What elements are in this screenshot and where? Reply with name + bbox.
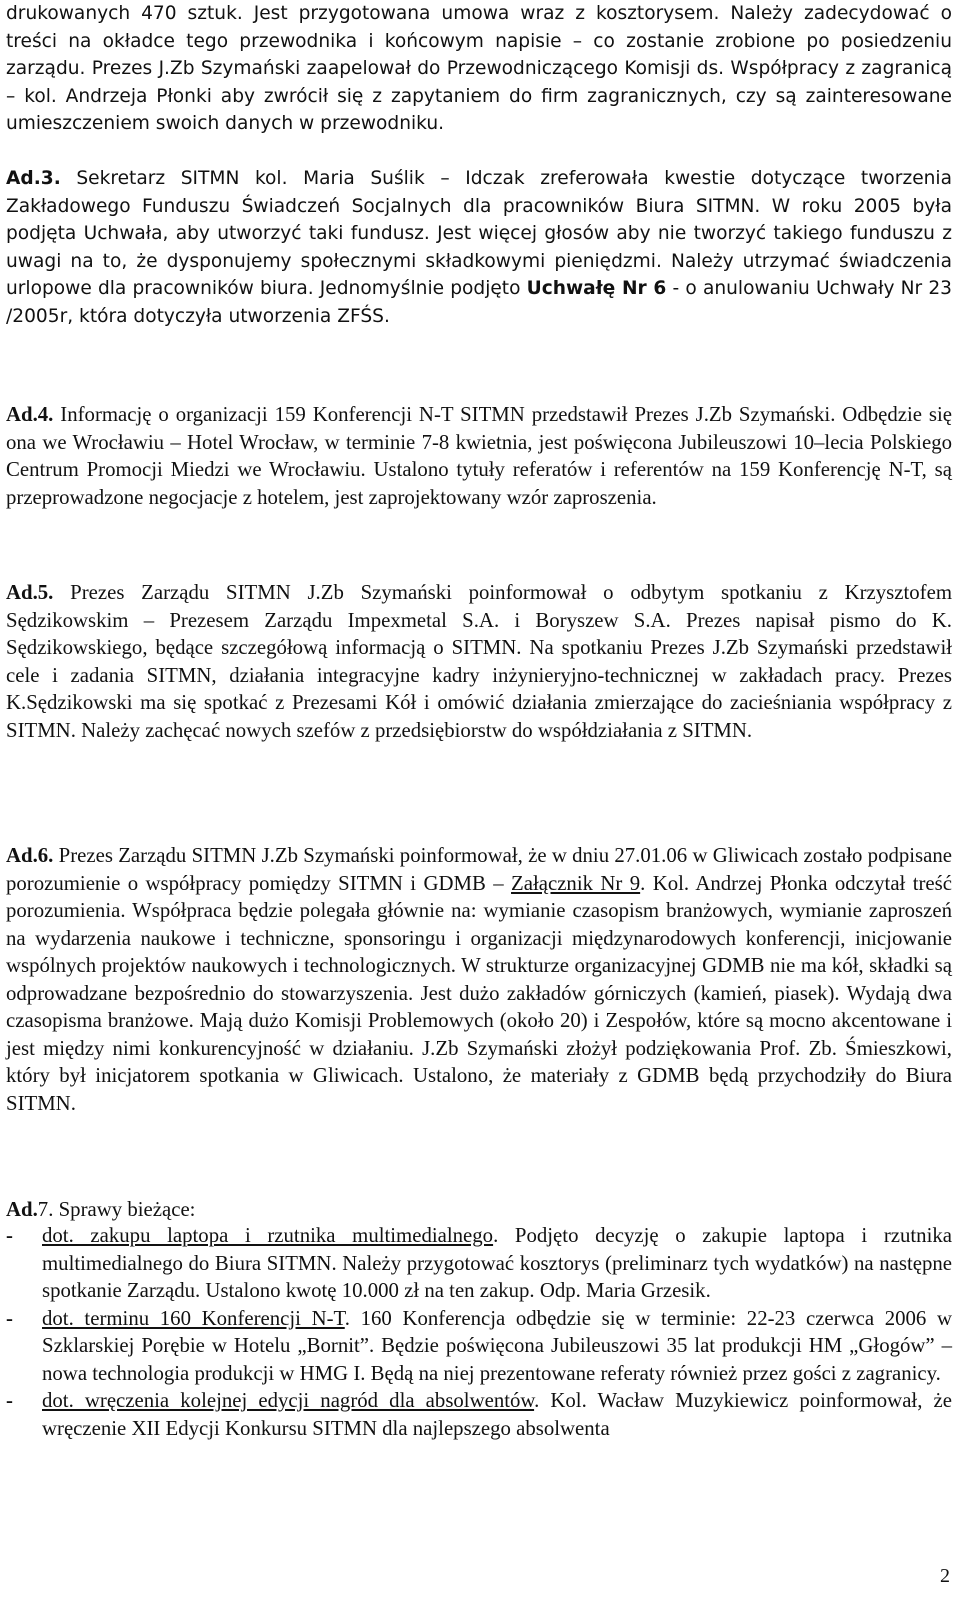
- list-item-text: . 160 Konferencja odbędzie się w terminie: 22-23 czerwca 2006 w Szklarskiej Porębie w Hotelu „Bornit”. Będzie poświęcona Jubileuszowi 35 lat produkcji HM „Głogów” – nowa technologia produkcji w HMG I. Będą na niej prezentowane referaty również przez gości z zagranicy.: [42, 1306, 953, 1385]
- list-item-text: . Kol. Wacław Muzykiewicz poinformował, że wręczenie XII Edycji Konkursu SITMN dla najlepszego absolwenta: [42, 1389, 952, 1440]
- ad3-resolution: Uchwałę Nr 6: [526, 278, 667, 299]
- ad7-title: . Sprawy bieżące:: [48, 1198, 196, 1221]
- list-item-topic: dot. zakupu laptopa i rzutnika multimedialnego: [42, 1224, 494, 1247]
- list-dash: -: [6, 1306, 13, 1330]
- ad6-text-1: Prezes Zarządu SITMN J.Zb Szymański poinformował, że w dniu 27.01.06 w Gliwicach zostało podpisane porozumienie o współpracy pomiędzy SITMN i GDMB –: [6, 844, 952, 895]
- ad5-label: Ad.5.: [6, 581, 54, 604]
- ad3-text-1: Sekretarz SITMN kol. Maria Suślik – Idczak zreferowała kwestie dotyczące tworzenia Zakładowego Funduszu Świadczeń Socjalnych dla pracowników Biura SITMN. W roku 2005 była podjęta Uchwała, aby utworzyć taki fundusz. Jest więcej głosów aby nie tworzyć takiego funduszu z uwagi na to, że dysponujemy społecznymi składkowymi pieniędzmi. Należy utrzymać świadczenia urlopowe dla pracowników biura. Jednomyślnie podjęto: [6, 168, 952, 299]
- paragraph-intro: [6, 0, 952, 138]
- paragraph-ad4: [6, 401, 952, 511]
- ad6-label: Ad.6.: [6, 844, 54, 867]
- ad4-text: Informację o organizacji 159 Konferencji N-T SITMN przedstawił Prezes J.Zb Szymański. Odbędzie się ona we Wrocławiu – Hotel Wrocław, w terminie 7-8 kwietnia, jest poświęcona Jubileuszowi 10–lecia Polskiego Centrum Promocji Miedzi we Wrocławiu. Ustalono tytuły referatów i referentów na 159 Konferencję N-T, są przeprowadzone negocjacje z hotelem, jest zaprojektowany wzór zaproszenia.: [6, 403, 952, 509]
- ad7-number: 7: [37, 1198, 49, 1221]
- list-item: [6, 1387, 952, 1442]
- list-item: [6, 1305, 952, 1388]
- list-item: [6, 1222, 952, 1305]
- section-ad7-heading: [6, 1196, 952, 1224]
- list-item-topic: dot. wręczenia kolejnej edycji nagród dla absolwentów: [42, 1389, 535, 1412]
- ad7-label: Ad.: [6, 1198, 38, 1221]
- ad6-text-2: . Kol. Andrzej Płonka odczytał treść porozumienia. Współpraca będzie polegała głównie na: wymianie czasopism branżowych, wymianie zaproszeń na wydarzenia naukowe i techniczne, sponsoringu i organizacji międzynarodowych konferencji, inicjowanie wspólnych projektów naukowych i technologicznych. W strukturze organizacyjnej GDMB nie ma kół, składki są odprowadzane bezpośrednio do stowarzyszenia. Jest dużo zakładów górniczych (kamień, piasek). Wydają dwa czasopisma branżowe. Mają dużo Komisji Problemowych (około 20) i Zespołów, które są mocno akcentowane i jest między nimi konkurencyjność w działaniu. J.Zb Szymański złożył podziękowania Prof. Zb. Śmieszkowi, który był inicjatorem spotkania w Gliwicach. Ustalono, że materiały z GDMB będą przychodziły do Biura SITMN.: [6, 871, 952, 1115]
- list-dash: -: [6, 1389, 13, 1412]
- ad7-list: [6, 1222, 952, 1442]
- list-item-topic: dot. terminu 160 Konferencji N-T: [42, 1306, 345, 1330]
- page-number: 2: [940, 1565, 950, 1587]
- attachment-link[interactable]: Załącznik Nr 9: [511, 871, 641, 895]
- paragraph-ad5: [6, 579, 952, 744]
- paragraph-ad6: [6, 842, 952, 1117]
- ad4-label: Ad.4.: [6, 403, 54, 426]
- paragraph-ad3: [6, 165, 952, 330]
- list-item-text: . Podjęto decyzję o zakupie laptopa i rzutnika multimedialnego do Biura SITMN. Należy przygotować kosztorys (preliminarz tych wydatków) na następne spotkanie Zarządu. Ustalono kwotę 10.000 zł na ten zakup. Odp. Maria Grzesik.: [42, 1224, 952, 1302]
- list-dash: -: [6, 1224, 13, 1247]
- ad5-text: Prezes Zarządu SITMN J.Zb Szymański poinformował o odbytym spotkaniu z Krzysztofem Sędzikowskim – Prezesem Zarządu Impexmetal S.A. i Boryszew S.A. Prezes napisał pismo do K. Sędzikowskiego, będące szczegółową informacją o SITMN. Na spotkaniu Prezes J.Zb Szymański przedstawił cele i zadania SITMN, działania integracyjne kadry inżynieryjno-technicznej w zakładach pracy. Prezes K.Sędzikowski ma się spotkać z Prezesami Kół i omówić działania zmierzające do zacieśniania współpracy z SITMN. Należy zachęcać nowych szefów z przedsiębiorstw do współdziałania z SITMN.: [6, 581, 952, 742]
- ad3-text-2: - o anulowaniu Uchwały Nr 23 /2005r, która dotyczyła utworzenia ZFŚS.: [6, 278, 952, 327]
- paragraph-intro-text: drukowanych 470 sztuk. Jest przygotowana umowa wraz z kosztorysem. Należy zadecydować o treści na okładce tego przewodnika i końcowym napisie – co zostanie zrobione po posiedzeniu zarządu. Prezes J.Zb Szymański zaapelował do Przewodniczącego Komisji ds. Współpracy z zagranicą – kol. Andrzeja Płonki aby zwrócił się z zapytaniem do firm zagranicznych, czy są zainteresowane umieszczeniem swoich danych w przewodniku.: [6, 3, 952, 134]
- ad3-label: Ad.3.: [6, 168, 61, 189]
